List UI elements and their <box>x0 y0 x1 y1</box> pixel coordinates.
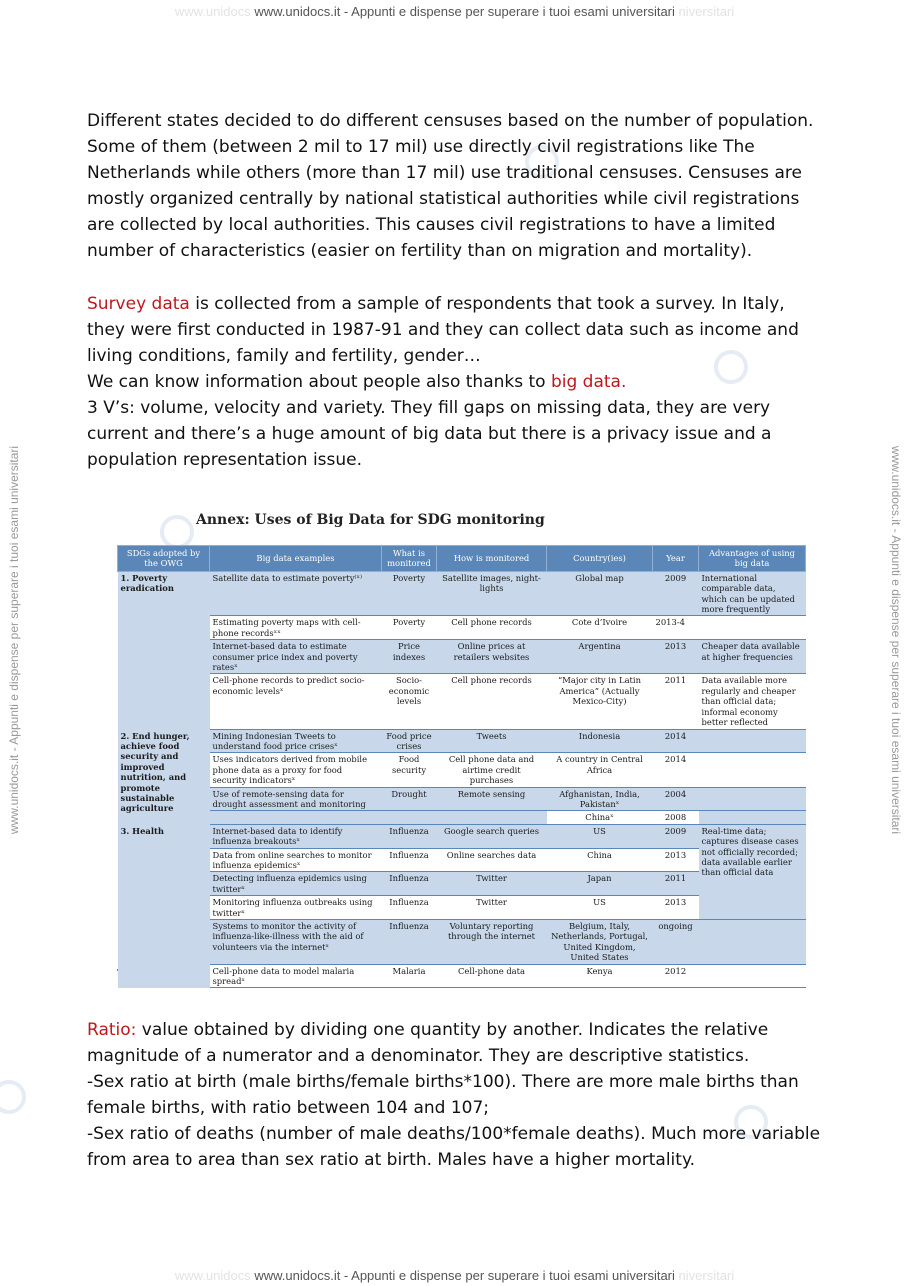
table-cell: Chinaˣ <box>547 811 653 824</box>
paragraph-ratio <box>87 1017 827 1069</box>
table-cell <box>699 920 806 965</box>
paragraph-survey-data <box>87 291 827 369</box>
column-header: What is monitored <box>382 546 437 572</box>
table-cell: Kenya <box>547 964 653 988</box>
term-survey-data: Survey data <box>87 294 190 314</box>
watermark-footer-text: www.unidocs.it - Appunti e dispense per superare i tuoi esami universitari <box>254 1268 675 1283</box>
table-cell <box>699 753 806 787</box>
table-cell: Cell phone data and airtime credit purchases <box>437 753 547 787</box>
big-data-text: We can know information about people also thanks to <box>87 372 551 392</box>
watermark-ghost-right: niversitari <box>678 1268 735 1283</box>
table-row <box>118 616 806 640</box>
table-row <box>118 964 806 988</box>
table-cell: Food security <box>382 753 437 787</box>
table-cell: Afghanistan, India, Pakistanˣ <box>547 787 653 811</box>
annex-title: Annex: Uses of Big Data for SDG monitoring <box>196 512 545 528</box>
table-cell: 2014 <box>653 729 699 753</box>
table-cell: 2009 <box>653 571 699 616</box>
table-row <box>118 674 806 729</box>
table-cell: 2013 <box>653 896 699 920</box>
table-cell: Estimating poverty maps with cell-phone recordsˣˣ <box>210 616 382 640</box>
table-cell <box>699 811 806 824</box>
table-cell: Malaria <box>382 964 437 988</box>
table-cell: ongoing <box>653 920 699 965</box>
table-row <box>118 811 806 824</box>
watermark-logo-icon <box>160 515 194 549</box>
table-cell: Influenza <box>382 848 437 872</box>
table-row <box>118 824 806 848</box>
column-header: SDGs adopted by the OWG <box>118 546 210 572</box>
table-cell <box>699 616 806 640</box>
table-cell: Poverty <box>382 571 437 616</box>
column-header: Advantages of using big data <box>699 546 806 572</box>
table-cell: 2011 <box>653 872 699 896</box>
table-cell: 2012 <box>653 964 699 988</box>
watermark-ghost-left: www.unidocs <box>174 1268 251 1283</box>
table-cell: International comparable data, which can be updated more frequently <box>699 571 806 616</box>
table-cell: A country in Central Africa <box>547 753 653 787</box>
table-cell: Cell phone records <box>437 674 547 729</box>
table-cell: Cell-phone data to model malaria spreadˣ <box>210 964 382 988</box>
table-cell: Google search queries <box>437 824 547 848</box>
table-cell: “Major city in Latin America” (Actually Mexico-City) <box>547 674 653 729</box>
table-cell: 2013 <box>653 848 699 872</box>
table-row <box>118 640 806 674</box>
table-cell: Influenza <box>382 872 437 896</box>
table-cell: Satellite data to estimate poverty⁽ˣ⁾ <box>210 571 382 616</box>
sdg-goal-cell: 1. Poverty eradication <box>118 571 210 729</box>
table-cell: Data from online searches to monitor influenza epidemicsˣ <box>210 848 382 872</box>
watermark-header-text: www.unidocs.it - Appunti e dispense per superare i tuoi esami universitari <box>254 4 675 19</box>
table-cell: 2009 <box>653 824 699 848</box>
paragraph-sex-ratio-deaths: -Sex ratio of deaths (number of male deaths/100*female deaths). Much more variable from area to area than sex ratio at birth. Males have a higher mortality. <box>87 1124 821 1171</box>
table-cell: 2011 <box>653 674 699 729</box>
term-ratio: Ratio: <box>87 1020 137 1040</box>
table-cell: Online prices at retailers websites <box>437 640 547 674</box>
table-cell: 2013 <box>653 640 699 674</box>
column-header: Big data examples <box>210 546 382 572</box>
table-cell: US <box>547 896 653 920</box>
table-cell: Cell-phone data <box>437 964 547 988</box>
watermark-ghost-left: www.unidocs <box>174 4 251 19</box>
table-cell: Cheaper data available at higher frequencies <box>699 640 806 674</box>
table-header-row <box>118 546 806 572</box>
footer-watermark <box>0 1268 909 1283</box>
right-side-watermark: www.unidocs.it - Appunti e dispense per superare i tuoi esami universitari <box>889 445 903 835</box>
table-cell: Twitter <box>437 872 547 896</box>
survey-data-text: is collected from a sample of respondents that took a survey. In Italy, they were first conducted in 1987-91 and they can collect data such as income and living conditions, family and fertility, gender… <box>87 294 799 367</box>
table-cell: US <box>547 824 653 848</box>
sdg-goal-cell: 2. End hunger, achieve food security and improved nutrition, and promote sustainable agriculture <box>118 729 210 824</box>
table-cell: Uses indicators derived from mobile phone data as a proxy for food security indicatorsˣ <box>210 753 382 787</box>
table-cell <box>699 729 806 753</box>
column-header: Country(ies) <box>547 546 653 572</box>
column-header: Year <box>653 546 699 572</box>
table-cell: Influenza <box>382 824 437 848</box>
table-cell: Argentina <box>547 640 653 674</box>
table-cell: Cell phone records <box>437 616 547 640</box>
table-cell: Satellite images, night-lights <box>437 571 547 616</box>
paragraph-big-data <box>87 369 827 395</box>
table-cell: Global map <box>547 571 653 616</box>
table-cell: Internet-based data to estimate consumer price index and poverty ratesˣ <box>210 640 382 674</box>
table-cell: Japan <box>547 872 653 896</box>
table-cell: Internet-based data to identify influenza breakoutsˣ <box>210 824 382 848</box>
table-cell: Cell-phone records to predict socio-economic levelsˣ <box>210 674 382 729</box>
advantage-cell: Real-time data; captures disease cases not officially recorded; data available earlier than official data <box>699 824 806 919</box>
table-cell <box>699 964 806 988</box>
table-cell: Influenza <box>382 920 437 965</box>
header-watermark <box>0 4 909 19</box>
column-header: How is monitored <box>437 546 547 572</box>
table-cell: 2004 <box>653 787 699 811</box>
table-cell: Monitoring influenza outbreaks using twitterˣ <box>210 896 382 920</box>
table-cell: Detecting influenza epidemics using twitterˣ <box>210 872 382 896</box>
table-cell <box>437 811 547 824</box>
table-cell: Influenza <box>382 896 437 920</box>
table-cell: Tweets <box>437 729 547 753</box>
table-cell <box>699 787 806 811</box>
table-row <box>118 920 806 965</box>
table-row <box>118 787 806 811</box>
table-cell <box>382 811 437 824</box>
table-cell: Online searches data <box>437 848 547 872</box>
table-cell: Twitter <box>437 896 547 920</box>
table-cell: Systems to monitor the activity of influenza-like-illness with the aid of volunteers via the internetˣ <box>210 920 382 965</box>
term-big-data: big data. <box>550 372 627 392</box>
paragraph-censuses: Different states decided to do different censuses based on the number of population. Some of them (between 2 mil to 17 mil) use directly civil registrations like The Netherlands while others (more than 17 mil) use traditional censuses. Censuses are mostly organized centrally by national statistical authorities while civil registrations are collected by local authorities. This causes civil registrations to have a limited number of characteristics (easier on fertility than on migration and mortality). <box>87 111 814 262</box>
table-cell: Socio-economic levels <box>382 674 437 729</box>
table-cell: Price indexes <box>382 640 437 674</box>
paragraph-sex-ratio-birth: -Sex ratio at birth (male births/female births*100). There are more male births than female births, with ratio between 104 and 107; <box>87 1072 799 1119</box>
table-row <box>118 753 806 787</box>
table-cell: China <box>547 848 653 872</box>
table-cell <box>210 811 382 824</box>
table-cell: 2014 <box>653 753 699 787</box>
table-cell: Poverty <box>382 616 437 640</box>
table-row <box>118 729 806 753</box>
paragraph-3vs: 3 V’s: volume, velocity and variety. They fill gaps on missing data, they are very current and there’s a huge amount of big data but there is a privacy issue and a population representation issue. <box>87 398 772 471</box>
table-cell: Belgium, Italy, Netherlands, Portugal, United Kingdom, United States <box>547 920 653 965</box>
table-cell: Cote d’Ivoire <box>547 616 653 640</box>
left-side-watermark: www.unidocs.it - Appunti e dispense per superare i tuoi esami universitari <box>7 445 21 835</box>
table-cell: Drought <box>382 787 437 811</box>
watermark-logo-icon <box>0 1080 26 1114</box>
table-cell: Mining Indonesian Tweets to understand food price crisesˣ <box>210 729 382 753</box>
table-cell: Food price crises <box>382 729 437 753</box>
sdg-goal-cell: 3. Health <box>118 824 210 988</box>
table-cell: 2013-4 <box>653 616 699 640</box>
watermark-ghost-right: niversitari <box>678 4 735 19</box>
table-row <box>118 571 806 616</box>
ratio-text: value obtained by dividing one quantity by another. Indicates the relative magnitude of a numerator and a denominator. They are descriptive statistics. <box>87 1020 769 1067</box>
sdg-table <box>117 545 806 988</box>
table-cell: 2008 <box>653 811 699 824</box>
annex-table-figure <box>117 545 805 987</box>
table-cell: Remote sensing <box>437 787 547 811</box>
table-cell: Use of remote-sensing data for drought assessment and monitoring <box>210 787 382 811</box>
table-cell: Data available more regularly and cheaper than official data; informal economy better reflected <box>699 674 806 729</box>
table-cell: Indonesia <box>547 729 653 753</box>
table-cell: Voluntary reporting through the internet <box>437 920 547 965</box>
